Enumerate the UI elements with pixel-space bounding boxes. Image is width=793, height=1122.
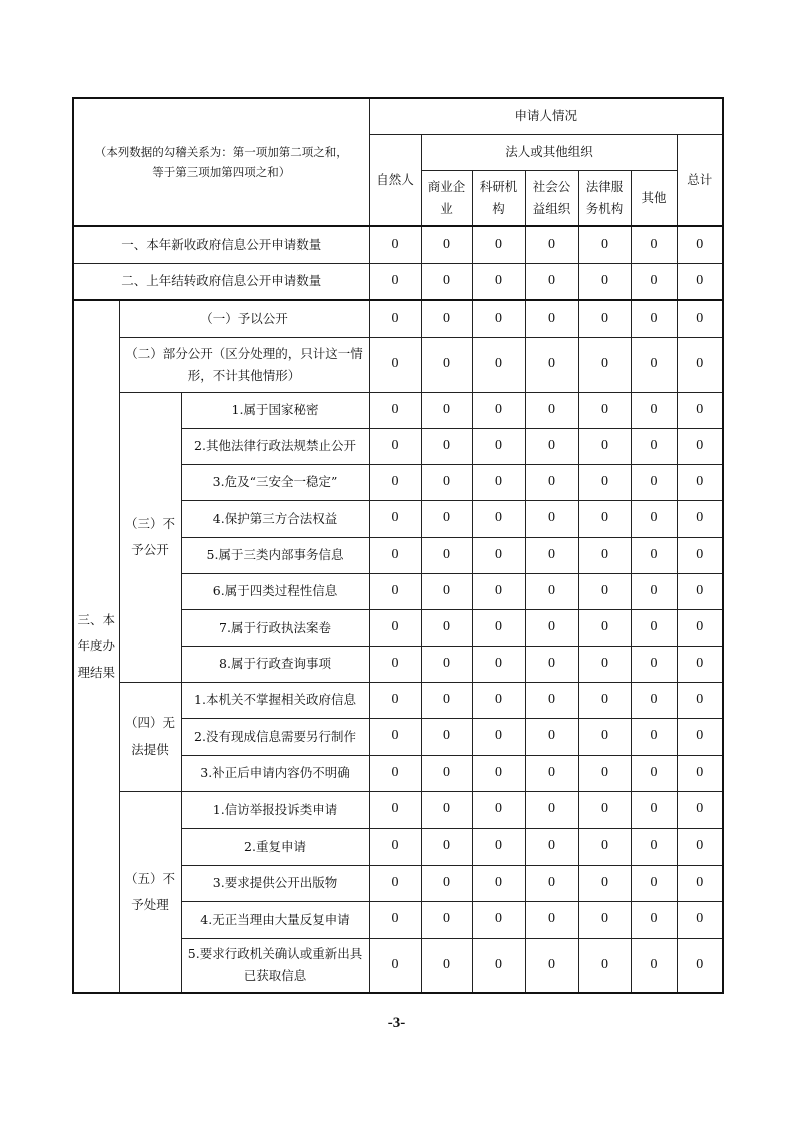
row-label: 一、本年新收政府信息公开申请数量 <box>73 226 369 263</box>
value-legal-service: 0 <box>578 682 631 718</box>
value-commercial: 0 <box>421 755 472 791</box>
value-social: 0 <box>525 828 578 865</box>
value-social: 0 <box>525 392 578 428</box>
value-commercial: 0 <box>421 828 472 865</box>
value-social: 0 <box>525 609 578 646</box>
value-total: 0 <box>677 938 723 993</box>
natural-person-header: 自然人 <box>369 134 421 226</box>
section3-label: 三、本年度办理结果 <box>73 300 119 993</box>
value-total: 0 <box>677 226 723 263</box>
value-total: 0 <box>677 537 723 573</box>
value-other: 0 <box>631 755 677 791</box>
value-legal-service: 0 <box>578 428 631 464</box>
value-commercial: 0 <box>421 537 472 573</box>
row-label: 二、上年结转政府信息公开申请数量 <box>73 263 369 300</box>
value-other: 0 <box>631 791 677 828</box>
value-natural-person: 0 <box>369 300 421 337</box>
group5-label: （五）不予处理 <box>119 791 181 993</box>
value-legal-service: 0 <box>578 573 631 609</box>
value-social: 0 <box>525 428 578 464</box>
value-other: 0 <box>631 263 677 300</box>
value-legal-service: 0 <box>578 938 631 993</box>
value-natural-person: 0 <box>369 573 421 609</box>
value-total: 0 <box>677 337 723 392</box>
row-label: 5.属于三类内部事务信息 <box>181 537 369 573</box>
value-commercial: 0 <box>421 300 472 337</box>
value-total: 0 <box>677 609 723 646</box>
value-research: 0 <box>472 537 525 573</box>
value-commercial: 0 <box>421 428 472 464</box>
value-other: 0 <box>631 337 677 392</box>
value-other: 0 <box>631 828 677 865</box>
row-label: 2.其他法律行政法规禁止公开 <box>181 428 369 464</box>
value-natural-person: 0 <box>369 500 421 537</box>
value-total: 0 <box>677 392 723 428</box>
row-label: 5.要求行政机关确认或重新出具已获取信息 <box>181 938 369 993</box>
value-research: 0 <box>472 263 525 300</box>
value-natural-person: 0 <box>369 337 421 392</box>
value-legal-service: 0 <box>578 464 631 500</box>
value-natural-person: 0 <box>369 646 421 682</box>
value-legal-service: 0 <box>578 300 631 337</box>
value-legal-service: 0 <box>578 828 631 865</box>
value-social: 0 <box>525 573 578 609</box>
value-natural-person: 0 <box>369 464 421 500</box>
legal-service-org-header: 法律服务机构 <box>578 170 631 226</box>
value-research: 0 <box>472 337 525 392</box>
value-commercial: 0 <box>421 682 472 718</box>
value-other: 0 <box>631 537 677 573</box>
value-total: 0 <box>677 300 723 337</box>
value-total: 0 <box>677 428 723 464</box>
value-legal-service: 0 <box>578 609 631 646</box>
value-research: 0 <box>472 464 525 500</box>
value-social: 0 <box>525 646 578 682</box>
value-total: 0 <box>677 865 723 901</box>
value-commercial: 0 <box>421 791 472 828</box>
table-row <box>73 791 723 828</box>
row-label: 3.要求提供公开出版物 <box>181 865 369 901</box>
value-natural-person: 0 <box>369 901 421 938</box>
value-social: 0 <box>525 300 578 337</box>
value-social: 0 <box>525 755 578 791</box>
table-row <box>73 392 723 428</box>
value-total: 0 <box>677 263 723 300</box>
value-total: 0 <box>677 573 723 609</box>
table-row <box>73 682 723 718</box>
value-research: 0 <box>472 865 525 901</box>
value-research: 0 <box>472 791 525 828</box>
value-legal-service: 0 <box>578 337 631 392</box>
row-label: （二）部分公开（区分处理的，只计这一情形，不计其他情形） <box>119 337 369 392</box>
value-other: 0 <box>631 646 677 682</box>
value-legal-service: 0 <box>578 646 631 682</box>
group4-label: （四）无法提供 <box>119 682 181 791</box>
value-total: 0 <box>677 791 723 828</box>
value-other: 0 <box>631 718 677 755</box>
value-natural-person: 0 <box>369 263 421 300</box>
value-legal-service: 0 <box>578 718 631 755</box>
value-other: 0 <box>631 938 677 993</box>
value-total: 0 <box>677 755 723 791</box>
row-label: （一）予以公开 <box>119 300 369 337</box>
value-research: 0 <box>472 938 525 993</box>
research-institution-header: 科研机构 <box>472 170 525 226</box>
value-legal-service: 0 <box>578 791 631 828</box>
value-research: 0 <box>472 718 525 755</box>
header-note-cell <box>73 98 369 226</box>
legal-person-group-header: 法人或其他组织 <box>421 134 677 170</box>
row-label: 4.保护第三方合法权益 <box>181 500 369 537</box>
disclosure-statistics-table <box>72 97 724 994</box>
value-total: 0 <box>677 464 723 500</box>
value-commercial: 0 <box>421 573 472 609</box>
page-number: -3- <box>387 1015 406 1031</box>
row-label: 1.本机关不掌握相关政府信息 <box>181 682 369 718</box>
value-research: 0 <box>472 609 525 646</box>
value-commercial: 0 <box>421 646 472 682</box>
value-commercial: 0 <box>421 901 472 938</box>
value-natural-person: 0 <box>369 791 421 828</box>
value-natural-person: 0 <box>369 865 421 901</box>
value-commercial: 0 <box>421 609 472 646</box>
row-label: 8.属于行政查询事项 <box>181 646 369 682</box>
header-note-line2: 等于第三项加第四项之和） <box>152 165 291 179</box>
value-social: 0 <box>525 865 578 901</box>
value-legal-service: 0 <box>578 263 631 300</box>
row-label: 3.补正后申请内容仍不明确 <box>181 755 369 791</box>
value-natural-person: 0 <box>369 938 421 993</box>
value-research: 0 <box>472 828 525 865</box>
value-total: 0 <box>677 500 723 537</box>
value-legal-service: 0 <box>578 901 631 938</box>
value-other: 0 <box>631 682 677 718</box>
value-research: 0 <box>472 901 525 938</box>
row-label: 6.属于四类过程性信息 <box>181 573 369 609</box>
value-other: 0 <box>631 226 677 263</box>
table-row <box>73 337 723 392</box>
value-total: 0 <box>677 646 723 682</box>
table-row <box>73 263 723 300</box>
value-social: 0 <box>525 718 578 755</box>
total-header: 总计 <box>677 134 723 226</box>
value-social: 0 <box>525 537 578 573</box>
row-label: 1.属于国家秘密 <box>181 392 369 428</box>
value-social: 0 <box>525 226 578 263</box>
value-other: 0 <box>631 464 677 500</box>
value-other: 0 <box>631 392 677 428</box>
value-research: 0 <box>472 392 525 428</box>
value-total: 0 <box>677 682 723 718</box>
value-research: 0 <box>472 300 525 337</box>
value-legal-service: 0 <box>578 500 631 537</box>
value-other: 0 <box>631 865 677 901</box>
value-natural-person: 0 <box>369 682 421 718</box>
value-social: 0 <box>525 500 578 537</box>
row-label: 2.没有现成信息需要另行制作 <box>181 718 369 755</box>
value-other: 0 <box>631 901 677 938</box>
value-total: 0 <box>677 828 723 865</box>
value-legal-service: 0 <box>578 755 631 791</box>
value-commercial: 0 <box>421 500 472 537</box>
value-commercial: 0 <box>421 337 472 392</box>
other-org-header: 其他 <box>631 170 677 226</box>
value-commercial: 0 <box>421 464 472 500</box>
table-row <box>73 300 723 337</box>
value-research: 0 <box>472 226 525 263</box>
value-social: 0 <box>525 901 578 938</box>
value-social: 0 <box>525 791 578 828</box>
value-research: 0 <box>472 682 525 718</box>
value-social: 0 <box>525 938 578 993</box>
commercial-enterprise-header: 商业企业 <box>421 170 472 226</box>
value-natural-person: 0 <box>369 226 421 263</box>
value-natural-person: 0 <box>369 392 421 428</box>
value-social: 0 <box>525 337 578 392</box>
value-legal-service: 0 <box>578 392 631 428</box>
value-research: 0 <box>472 646 525 682</box>
value-research: 0 <box>472 428 525 464</box>
header-note-line1: （本列数据的勾稽关系为：第一项加第二项之和， <box>94 144 348 159</box>
value-other: 0 <box>631 300 677 337</box>
value-legal-service: 0 <box>578 226 631 263</box>
value-legal-service: 0 <box>578 865 631 901</box>
row-label: 4.无正当理由大量反复申请 <box>181 901 369 938</box>
row-label: 3.危及“三安全一稳定” <box>181 464 369 500</box>
row-label: 1.信访举报投诉类申请 <box>181 791 369 828</box>
value-commercial: 0 <box>421 718 472 755</box>
value-other: 0 <box>631 573 677 609</box>
value-natural-person: 0 <box>369 537 421 573</box>
value-natural-person: 0 <box>369 609 421 646</box>
value-total: 0 <box>677 718 723 755</box>
value-other: 0 <box>631 500 677 537</box>
social-welfare-org-header: 社会公益组织 <box>525 170 578 226</box>
table-row <box>73 226 723 263</box>
value-commercial: 0 <box>421 263 472 300</box>
value-social: 0 <box>525 464 578 500</box>
row-label: 7.属于行政执法案卷 <box>181 609 369 646</box>
value-commercial: 0 <box>421 865 472 901</box>
value-natural-person: 0 <box>369 828 421 865</box>
value-social: 0 <box>525 682 578 718</box>
value-legal-service: 0 <box>578 537 631 573</box>
applicant-situation-header: 申请人情况 <box>369 98 723 134</box>
value-research: 0 <box>472 500 525 537</box>
value-commercial: 0 <box>421 392 472 428</box>
value-research: 0 <box>472 755 525 791</box>
value-commercial: 0 <box>421 226 472 263</box>
value-commercial: 0 <box>421 938 472 993</box>
value-social: 0 <box>525 263 578 300</box>
value-total: 0 <box>677 901 723 938</box>
value-natural-person: 0 <box>369 755 421 791</box>
row-label: 2.重复申请 <box>181 828 369 865</box>
value-other: 0 <box>631 609 677 646</box>
value-natural-person: 0 <box>369 718 421 755</box>
value-other: 0 <box>631 428 677 464</box>
value-natural-person: 0 <box>369 428 421 464</box>
value-research: 0 <box>472 573 525 609</box>
group3-label: （三）不予公开 <box>119 392 181 682</box>
